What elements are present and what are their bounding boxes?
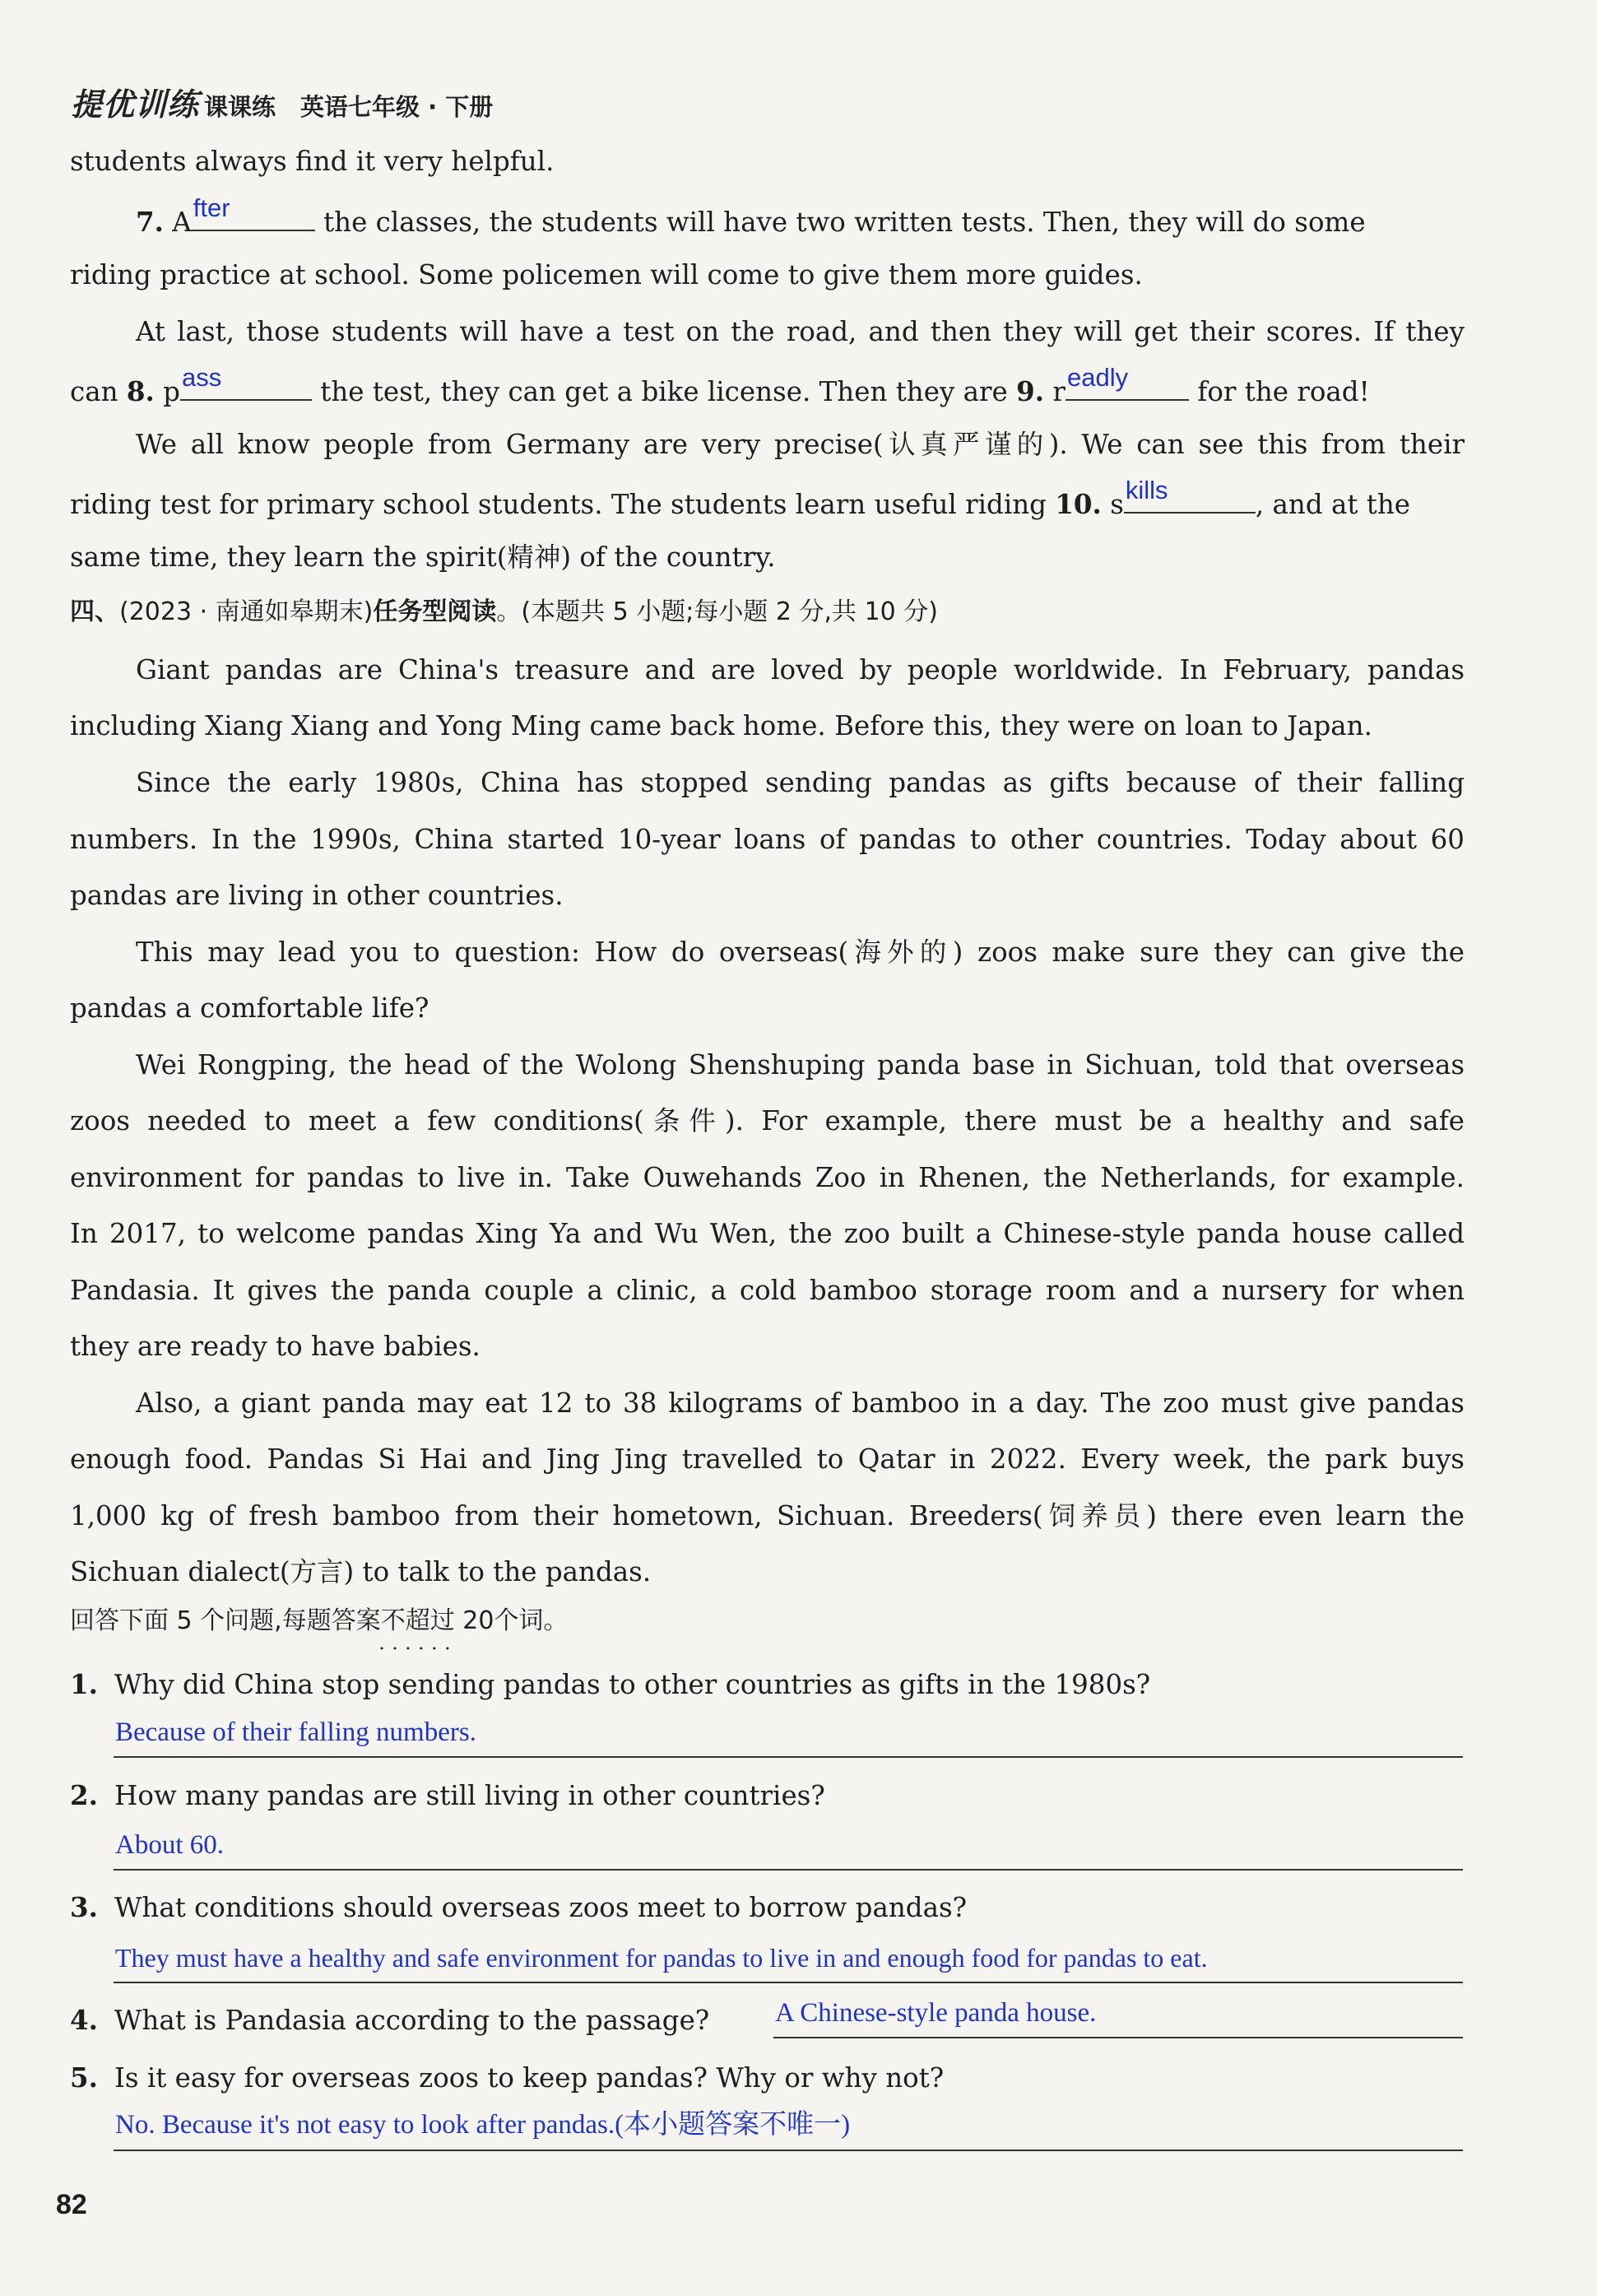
question-8-9-line <box>70 363 1370 410</box>
question-number: 10. <box>1055 488 1102 520</box>
answer-text: No. Because it's not easy to look after pandas.(本小题答案不唯一) <box>115 2110 851 2140</box>
passage-line: zoos needed to meet a few conditions(条件). For example, there must be a healthy and safe <box>70 1105 1465 1136</box>
question-text: How many pandas are still living in other countries? <box>114 1780 825 1811</box>
question-2 <box>70 1778 825 1814</box>
answer-line-5[interactable] <box>114 2107 1463 2151</box>
passage-line: Since the early 1980s, China has stopped sending pandas as gifts because of their falling <box>136 767 1465 798</box>
passage-line: Sichuan dialect(方言) to talk to the pandas. <box>70 1556 652 1587</box>
answer-text: kills <box>1125 476 1168 504</box>
series-name: 课课练 <box>204 93 276 121</box>
answer-text: They must have a healthy and safe environment for pandas to live in and enough food for pandas to eat. <box>115 1943 1208 1973</box>
passage-line: they are ready to have babies. <box>70 1331 480 1362</box>
answer-text: A Chinese-style panda house. <box>775 1998 1097 2028</box>
section-source: (2023 · 南通如皋期末) <box>119 597 374 626</box>
question-number: 1. <box>70 1668 98 1700</box>
passage-line: Also, a giant panda may eat 12 to 38 kilograms of bamboo in a day. The zoo must give pandas <box>136 1387 1465 1419</box>
passage-line: pandas a comfortable life? <box>70 992 429 1024</box>
section-heading <box>70 594 938 630</box>
answer-blank-7[interactable] <box>192 193 315 231</box>
answer-text: fter <box>193 193 230 222</box>
passage-line: riding practice at school. Some policemen will come to give them more guides. <box>70 259 1143 290</box>
passage-line: including Xiang Xiang and Yong Ming came back home. Before this, they were on loan to Japan. <box>70 710 1372 741</box>
blank-prefix: p <box>163 376 180 407</box>
question-7-line <box>136 193 1366 240</box>
answer-blank-9[interactable] <box>1065 363 1189 401</box>
passage-line: same time, they learn the spirit(精神) of the country. <box>70 541 776 573</box>
section-title: 任务型阅读 <box>373 597 497 626</box>
passage-line: environment for pandas to live in. Take Ouwehands Zoo in Rhenen, the Netherlands, for example. <box>70 1162 1465 1193</box>
passage-line: numbers. In the 1990s, China started 10-year loans of pandas to other countries. Today about 60 <box>70 824 1465 855</box>
answer-blank-10[interactable] <box>1124 476 1256 514</box>
blank-prefix: A <box>172 207 192 238</box>
question-number: 8. <box>126 375 155 407</box>
passage-text: for the road! <box>1197 376 1370 407</box>
question-number: 4. <box>70 2004 98 2036</box>
section-rules: 。(本题共 5 小题;每小题 2 分,共 10 分) <box>496 597 938 626</box>
passage-line: Pandasia. It gives the panda couple a clinic, a cold bamboo storage room and a nursery for when <box>70 1275 1465 1306</box>
passage-line: We all know people from Germany are very precise(认真严谨的). We can see this from their <box>136 429 1465 460</box>
page-header <box>71 79 493 128</box>
subject-title: 英语七年级 · 下册 <box>300 93 494 121</box>
answer-line-4[interactable] <box>773 1994 1463 2038</box>
passage-line: Wei Rongping, the head of the Wolong Shenshuping panda base in Sichuan, told that overseas <box>136 1049 1465 1081</box>
question-number: 3. <box>70 1891 98 1923</box>
passage-line: At last, those students will have a test on the road, and then they will get their scores. If they <box>136 316 1465 347</box>
answer-line-3[interactable] <box>114 1939 1463 1983</box>
question-3 <box>70 1889 967 1926</box>
section-number: 四、 <box>70 597 119 626</box>
passage-text: the test, they can get a bike license. Then they are <box>320 376 1008 407</box>
answer-blank-8[interactable] <box>180 363 312 401</box>
question-text: Why did China stop sending pandas to other countries as gifts in the 1980s? <box>114 1669 1151 1700</box>
page-number: 82 <box>56 2189 87 2220</box>
passage-line: In 2017, to welcome pandas Xing Ya and Wu Wen, the zoo built a Chinese-style panda house called <box>70 1218 1465 1249</box>
instruction-text: 回答下面 5 个问题,每题答案 <box>70 1606 381 1635</box>
question-1 <box>70 1666 1150 1703</box>
passage-line: 1,000 kg of fresh bamboo from their hometown, Sichuan. Breeders(饲养员) there even learn the <box>70 1500 1465 1531</box>
passage-line: This may lead you to question: How do overseas(海外的) zoos make sure they can give the <box>136 937 1465 968</box>
question-4 <box>70 2002 709 2038</box>
question-text: Is it easy for overseas zoos to keep pandas? Why or why not? <box>114 2062 945 2094</box>
passage-text: the classes, the students will have two written tests. Then, they will do some <box>323 207 1366 238</box>
answer-line-1[interactable] <box>114 1713 1463 1758</box>
instruction-line <box>70 1603 568 1639</box>
blank-prefix: r <box>1052 376 1065 407</box>
question-number: 9. <box>1016 375 1045 407</box>
passage-line: pandas are living in other countries. <box>70 880 564 911</box>
question-5 <box>70 2060 944 2096</box>
emphasis-text: 不超过 20 • • • <box>381 1603 494 1639</box>
answer-text: About 60. <box>115 1830 224 1860</box>
question-text: What conditions should overseas zoos meet to borrow pandas? <box>114 1892 968 1923</box>
answer-line-2[interactable] <box>114 1826 1463 1871</box>
blank-prefix: s <box>1110 489 1124 520</box>
passage-line: Giant pandas are China's treasure and are loved by people worldwide. In February, pandas <box>136 654 1465 686</box>
passage-text: riding test for primary school students. The students learn useful riding <box>70 489 1047 520</box>
instruction-text: 个词。 <box>494 1606 569 1635</box>
question-number: 7. <box>136 206 164 238</box>
answer-text: Because of their falling numbers. <box>115 1717 476 1747</box>
question-text: What is Pandasia according to the passage? <box>114 2005 710 2036</box>
answer-text: eadly <box>1066 363 1129 392</box>
question-number: 5. <box>70 2061 98 2094</box>
passage-text: , and at the <box>1255 489 1410 520</box>
brand-logo: 提优训练 <box>71 86 200 123</box>
question-10-line <box>70 476 1410 523</box>
passage-text: can <box>70 376 118 407</box>
question-number: 2. <box>70 1779 98 1811</box>
passage-line: enough food. Pandas Si Hai and Jing Jing travelled to Qatar in 2022. Every week, the park buys <box>70 1443 1465 1475</box>
answer-text: ass <box>181 363 222 392</box>
passage-line: students always find it very helpful. <box>70 146 555 177</box>
